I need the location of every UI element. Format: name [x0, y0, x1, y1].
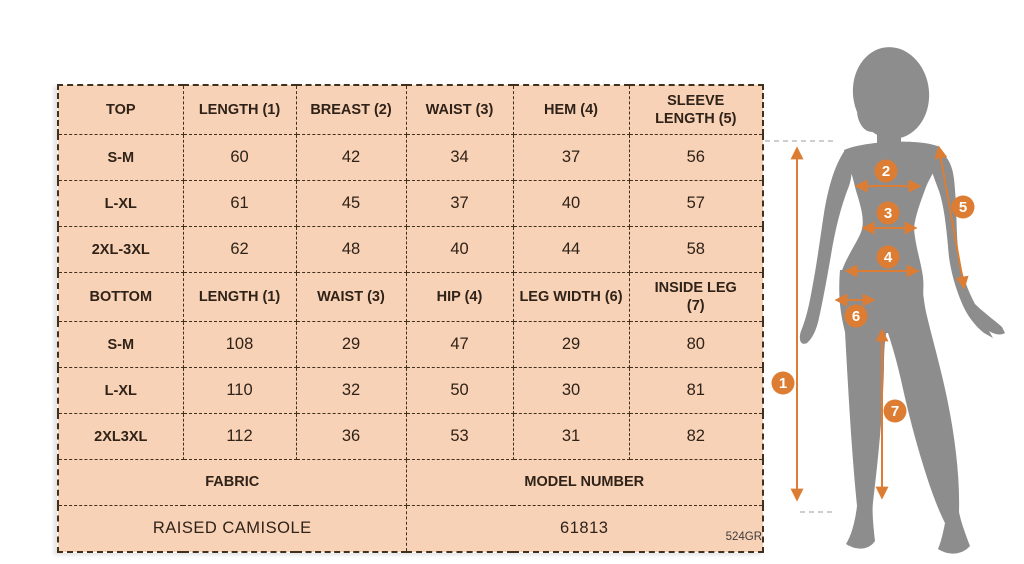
- measurement-cell: 40: [406, 227, 513, 273]
- size-chart-table: [57, 84, 764, 553]
- table-row: [58, 181, 763, 227]
- measurement-cell: 45: [296, 181, 406, 227]
- measurement-cell: 112: [183, 414, 296, 460]
- marker-badge-4: [877, 246, 900, 269]
- female-silhouette-graphic: [800, 43, 1005, 554]
- table-row: [58, 135, 763, 181]
- measurement-cell: 36: [296, 414, 406, 460]
- size-row-label: L-XL: [58, 368, 183, 414]
- size-row-label: 2XL3XL: [58, 414, 183, 460]
- footer-value-row: [58, 506, 763, 552]
- top-section-header-row: [58, 85, 763, 135]
- measurement-cell: 57: [629, 181, 763, 227]
- measurement-cell: 42: [296, 135, 406, 181]
- bottom-section-header-row: [58, 273, 763, 322]
- marker-badge-2: [875, 160, 898, 183]
- column-header: HEM (4): [513, 85, 629, 135]
- measurement-cell: 32: [296, 368, 406, 414]
- table-row: [58, 322, 763, 368]
- measurement-cell: 44: [513, 227, 629, 273]
- svg-text:5: 5: [958, 199, 968, 216]
- measurement-cell: 82: [629, 414, 763, 460]
- measurement-cell: 61: [183, 181, 296, 227]
- measurement-cell: 56: [629, 135, 763, 181]
- style-code: 524GR: [725, 531, 762, 543]
- measurement-cell: 30: [513, 368, 629, 414]
- figure-neck: [877, 110, 901, 146]
- measurement-cell: 110: [183, 368, 296, 414]
- column-header: INSIDE LEG (7): [629, 273, 763, 322]
- measurement-cell: 62: [183, 227, 296, 273]
- column-header: BOTTOM: [58, 273, 183, 322]
- column-header: HIP (4): [406, 273, 513, 322]
- footer-header-row: [58, 460, 763, 506]
- svg-text:1: 1: [778, 375, 788, 392]
- table-row: [58, 227, 763, 273]
- bottom-section-body: [58, 322, 763, 460]
- measurement-cell: 53: [406, 414, 513, 460]
- measurement-cell: 34: [406, 135, 513, 181]
- svg-text:6: 6: [851, 308, 861, 325]
- measurement-cell: 48: [296, 227, 406, 273]
- column-header: LEG WIDTH (6): [513, 273, 629, 322]
- measurement-cell: 80: [629, 322, 763, 368]
- model-number-value: 61813: [406, 506, 763, 552]
- size-row-label: 2XL-3XL: [58, 227, 183, 273]
- measurement-cell: 29: [513, 322, 629, 368]
- measurement-cell: 60: [183, 135, 296, 181]
- measurement-cell: 81: [629, 368, 763, 414]
- model-number-header: MODEL NUMBER: [406, 460, 763, 506]
- marker-badge-5: [952, 196, 975, 219]
- top-section-body: [58, 135, 763, 273]
- column-header: LENGTH (1): [183, 273, 296, 322]
- measurement-cell: 37: [513, 135, 629, 181]
- measurement-cell: 40: [513, 181, 629, 227]
- column-header: SLEEVE LENGTH (5): [629, 85, 763, 135]
- size-row-label: S-M: [58, 135, 183, 181]
- column-header: WAIST (3): [406, 85, 513, 135]
- column-header: WAIST (3): [296, 273, 406, 322]
- fabric-header: FABRIC: [58, 460, 406, 506]
- fabric-value: RAISED CAMISOLE: [58, 506, 406, 552]
- measurement-cell: 31: [513, 414, 629, 460]
- size-row-label: L-XL: [58, 181, 183, 227]
- measurement-cell: 37: [406, 181, 513, 227]
- marker-badge-7: [884, 400, 907, 423]
- svg-text:3: 3: [883, 205, 893, 222]
- marker-badge-3: [877, 202, 900, 225]
- measurement-cell: 29: [296, 322, 406, 368]
- svg-text:7: 7: [890, 403, 900, 420]
- measurement-cell: 58: [629, 227, 763, 273]
- column-header: LENGTH (1): [183, 85, 296, 135]
- marker-badge-1: [772, 372, 795, 395]
- table-row: [58, 368, 763, 414]
- measurement-cell: 50: [406, 368, 513, 414]
- column-header: BREAST (2): [296, 85, 406, 135]
- measurement-cell: 47: [406, 322, 513, 368]
- size-row-label: S-M: [58, 322, 183, 368]
- svg-text:2: 2: [881, 163, 891, 180]
- measurement-figure: [760, 0, 1024, 564]
- table-row: [58, 414, 763, 460]
- figure-right-arm: [927, 147, 1005, 338]
- measurement-cell: 108: [183, 322, 296, 368]
- svg-text:4: 4: [883, 249, 893, 266]
- column-header: TOP: [58, 85, 183, 135]
- marker-badge-6: [845, 305, 868, 328]
